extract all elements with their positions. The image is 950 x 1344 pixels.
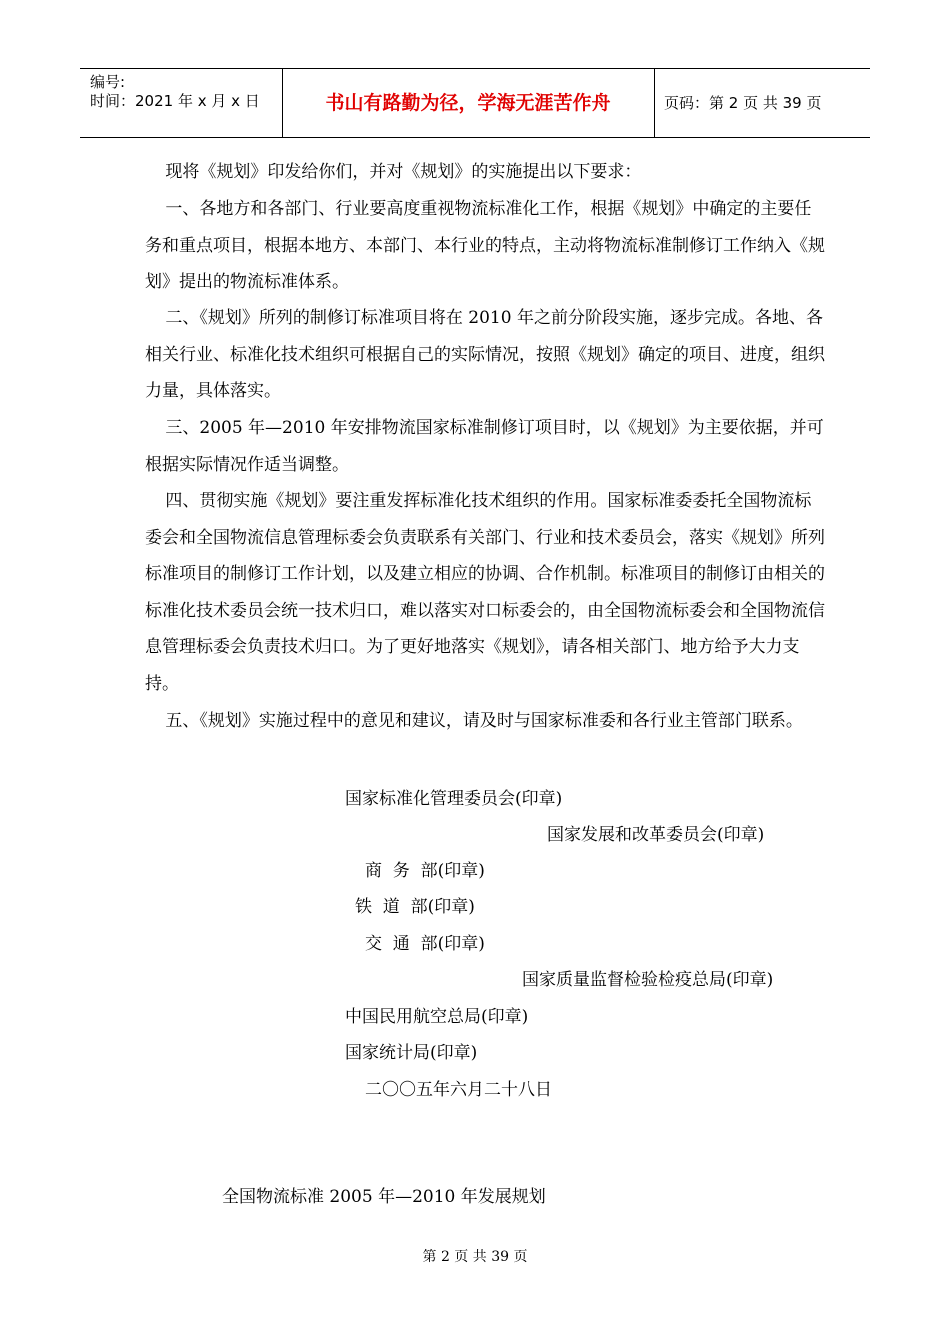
signature-ndrc: 国家发展和改革委员会(印章) <box>547 825 765 845</box>
header-page-info: 页码：第 2 页 共 39 页 <box>664 94 822 112</box>
header-motto: 书山有路勤为径，学海无涯苦作舟 <box>325 92 611 114</box>
signature-stats: 国家统计局(印章) <box>345 1043 478 1063</box>
plan-title: 全国物流标准 2005 年—2010 年发展规划 <box>222 1187 546 1207</box>
body-paragraph-4: 四、贯彻实施《规划》要注重发挥标准化技术组织的作用。国家标准委委托全国物流标委会和全国物流信息管理标委会负责联系有关部门、行业和技术委员会，落实《规划》所列标准项目的制修订工作计划，以及建立相应的协调、合作机制。标准项目的制修订由相关的标准化技术委员会统一技术归口，难以落实对口标委会的，由全国物流标委会和全国物流信息管理标委会负责技术归口。为了更好地落实《规划》，请各相关部门、地方给予大力支持。 <box>145 491 825 694</box>
header-page-cell <box>654 69 870 137</box>
document-number-label: 编号: <box>90 73 126 91</box>
signature-caac: 中国民用航空总局(印章) <box>345 1007 529 1027</box>
page-footer: 第 2 页 共 39 页 <box>422 1249 528 1265</box>
header-meta-cell <box>80 69 283 137</box>
body-paragraph-1: 一、各地方和各部门、行业要高度重视物流标准化工作，根据《规划》中确定的主要任务和重点项目，根据本地方、本部门、本行业的特点，主动将物流标准制修订工作纳入《规划》提出的物流标准体系。 <box>145 199 825 292</box>
body-paragraph-3: 三、2005 年—2010 年安排物流国家标准制修订项目时，以《规划》为主要依据，并可根据实际情况作适当调整。 <box>145 418 824 475</box>
body-paragraph-5: 五、《规划》实施过程中的意见和建议，请及时与国家标准委和各行业主管部门联系。 <box>165 711 803 731</box>
document-time-label: 时间：2021 年 x 月 x 日 <box>90 92 260 110</box>
signature-transport: 交 通 部(印章) <box>365 934 485 954</box>
signature-railway: 铁 道 部(印章) <box>355 897 475 917</box>
body-paragraph-intro: 现将《规划》印发给你们，并对《规划》的实施提出以下要求： <box>165 162 642 182</box>
signature-aqsiq: 国家质量监督检验检疫总局(印章) <box>522 970 774 990</box>
document-header <box>80 68 870 138</box>
body-paragraph-2: 二、《规划》所列的制修订标准项目将在 2010 年之前分阶段实施，逐步完成。各地、各相关行业、标准化技术组织可根据自己的实际情况，按照《规划》确定的项目、进度，组织力量，具体落实。 <box>145 308 825 401</box>
header-motto-cell <box>282 69 655 137</box>
signature-date: 二〇〇五年六月二十八日 <box>365 1080 552 1100</box>
signature-mofcom: 商 务 部(印章) <box>365 861 485 881</box>
signature-sac: 国家标准化管理委员会(印章) <box>345 789 563 809</box>
